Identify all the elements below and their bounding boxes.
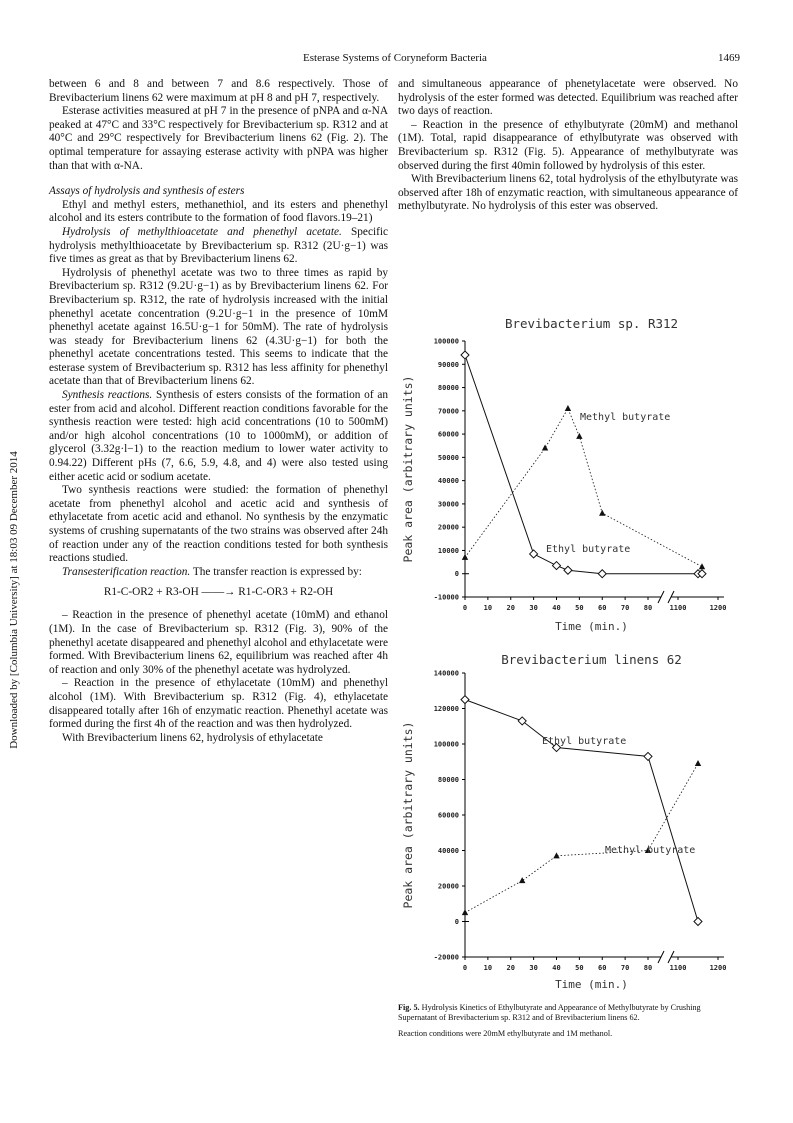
- x-tick-label: 50: [575, 964, 584, 972]
- data-point-diamond: [644, 752, 652, 760]
- paragraph: [49, 226, 388, 267]
- caption-conditions: Reaction conditions were 20mM ethylbutyrate and 1M methanol.: [398, 1029, 613, 1039]
- left-column: [49, 78, 388, 745]
- chart-linens62: [398, 652, 743, 997]
- data-point-diamond: [598, 570, 606, 578]
- paragraph: – Reaction in the presence of ethylbutyrate (20mM) and methanol (1M). Total, rapid disappearance of ethylbutyrate was observed with Brevibacterium sp. R312 (Fig. 5). Appearance of methylbutyrate was observed during the first 40min followed by hydrolysis of this ester.: [398, 118, 738, 172]
- y-axis-label: Peak area (arbitrary units): [401, 375, 415, 563]
- data-point-diamond: [461, 696, 469, 704]
- subheading: Synthesis reactions.: [62, 389, 153, 402]
- y-tick-label: 40000: [437, 847, 459, 855]
- section-heading: Assays of hydrolysis and synthesis of esters: [49, 185, 245, 198]
- y-tick-label: -10000: [433, 593, 459, 602]
- x-tick-label: 1200: [709, 964, 727, 972]
- x-tick-label: 70: [620, 604, 630, 612]
- y-tick-label: 80000: [437, 776, 459, 784]
- series-label: Ethyl butyrate: [546, 544, 631, 555]
- data-point-triangle: [599, 510, 605, 516]
- page-number: 1469: [718, 52, 740, 64]
- data-point-diamond: [564, 566, 572, 574]
- y-tick-label: 50000: [437, 453, 459, 462]
- paragraph-text: Synthesis of esters consists of the formation of an ester from acid and alcohol. Different reaction conditions favorable for the synthesis reaction were tested: high acid concentrations (10 to 500mM) and/or high alcohol concentrations (10 to 1000mM), or addition of glycerol (3.32g·l−1) to the reaction medium to lower water activity to 0.94.22) Different pHs (7, 6.6, 5.9, 4.8, and 4) were also tested using either acetic acid or sodium acetate.: [49, 389, 388, 483]
- x-tick-label: 30: [529, 964, 538, 972]
- paragraph-text: The transfer reaction is expressed by:: [192, 565, 362, 578]
- series-label: Methyl butyrate: [605, 845, 696, 856]
- y-tick-label: 100000: [433, 337, 459, 346]
- subheading: Transesterification reaction.: [62, 565, 191, 578]
- x-tick-label: 0: [462, 964, 468, 972]
- x-tick-label: 80: [643, 964, 653, 972]
- y-tick-label: 60000: [437, 430, 459, 439]
- data-point-diamond: [461, 351, 469, 359]
- paragraph: With Brevibacterium linens 62, hydrolysis of ethylacetate: [62, 731, 323, 744]
- y-tick-label: 70000: [437, 407, 459, 416]
- x-tick-label: 1200: [709, 604, 727, 612]
- y-tick-label: 60000: [437, 811, 459, 820]
- y-tick-label: 90000: [437, 360, 459, 369]
- paragraph: Ethyl and methyl esters, methanethiol, and its esters and phenethyl alcohol and its esters contribute to the formation of food flavors.19–21): [49, 198, 388, 225]
- x-tick-label: 20: [506, 604, 515, 612]
- y-tick-label: 20000: [437, 523, 459, 532]
- data-point-triangle: [565, 405, 571, 411]
- y-tick-label: 100000: [433, 740, 459, 749]
- data-point-diamond: [518, 717, 526, 725]
- series-label: Ethyl butyrate: [542, 736, 627, 747]
- data-point-triangle: [699, 563, 705, 569]
- series-label: Methyl butyrate: [580, 412, 671, 423]
- paragraph: [49, 566, 388, 580]
- paragraph: Two synthesis reactions were studied: the formation of phenethyl acetate from phenethyl alcohol and acetic acid and synthesis of ethylacetate from acetic acid and ethanol. No synthesis by the enzymatic systems of crushing supernatants of the two strains was observed after 24h of reaction under any of the reaction conditions tested for both synthesis reactions studied.: [49, 484, 388, 565]
- x-axis-label: Time (min.): [555, 978, 628, 991]
- paragraph: and simultaneous appearance of phenetylacetate were observed. No hydrolysis of the ester formed was detected. Equilibrium was reached after two days of reaction.: [398, 78, 738, 118]
- data-point-triangle: [553, 852, 559, 858]
- x-tick-label: 40: [552, 964, 561, 972]
- x-tick-label: 10: [483, 604, 493, 612]
- series-line: [465, 764, 698, 913]
- x-tick-label: 1100: [669, 964, 687, 972]
- data-point-triangle: [519, 877, 525, 883]
- paragraph-text: Specific hydrolysis methylthioacetate by Brevibacterium sp. R312 (2U·g−1) was five times as great as that by Brevibacterium linens 62.: [49, 225, 389, 266]
- running-title: Esterase Systems of Coryneform Bacteria: [303, 52, 487, 64]
- data-point-triangle: [462, 909, 468, 915]
- y-tick-label: 0: [454, 570, 459, 579]
- chart-title: Brevibacterium sp. R312: [504, 316, 679, 331]
- y-tick-label: -20000: [433, 953, 459, 962]
- y-tick-label: 0: [454, 918, 459, 926]
- y-axis-label: Peak area (arbitrary units): [401, 721, 415, 909]
- chart-r312: [398, 312, 743, 642]
- data-point-triangle: [542, 445, 548, 451]
- caption-text: Hydrolysis Kinetics of Ethylbutyrate and Appearance of Methylbutyrate by Crushing Supernatant of Brevibacterium sp. R312 and of Brevibacterium linens 62.: [398, 1003, 701, 1023]
- x-tick-label: 0: [462, 604, 468, 612]
- x-tick-label: 70: [620, 964, 630, 972]
- y-tick-label: 20000: [437, 882, 459, 891]
- data-point-diamond: [694, 918, 702, 926]
- paragraph: – Reaction in the presence of phenethyl acetate (10mM) and ethanol (1M). In the case of Brevibacterium sp. R312 (Fig. 3), 90% of the phenethyl acetate disappeared and phenethyl alcohol and ethylacetate were formed. With Brevibacterium linens 62, equilibrium was reached after 4h of reaction and only 30% of the phenethyl acetate was hydrolyzed.: [49, 609, 388, 676]
- subheading: Hydrolysis of methylthioacetate and phenethyl acetate.: [62, 225, 342, 238]
- data-point-triangle: [462, 554, 468, 560]
- x-tick-label: 30: [529, 604, 538, 612]
- paragraph: between 6 and 8 and between 7 and 8.6 respectively. Those of Brevibacterium linens 62 were maximum at pH 8 and pH 7, respectively.: [49, 78, 388, 104]
- figure-caption: [398, 1003, 738, 1040]
- download-watermark-text: Downloaded by [Columbia University] at 18:03 09 December 2014: [8, 451, 20, 749]
- series-line: [465, 355, 702, 574]
- paragraph: With Brevibacterium linens 62, total hydrolysis of the ethylbutyrate was observed after 18h of enzymatic reaction, with simultaneous appearance of methylbutyrate. No hydrolysis of this ester was observed.: [398, 173, 738, 213]
- series-line: [465, 409, 702, 567]
- paragraph: – Reaction in the presence of ethylacetate (10mM) and phenethyl alcohol (1M). With Brevibacterium sp. R312 (Fig. 4), ethylacetate disappeared totally after 16h of enzymatic reaction. Phenethyl acetate was formed during the first 4h of the reaction and was then hydrolyzed.: [49, 677, 388, 731]
- y-tick-label: 120000: [433, 705, 459, 713]
- x-tick-label: 10: [483, 964, 493, 972]
- y-tick-label: 40000: [437, 477, 459, 486]
- data-point-triangle: [576, 433, 582, 439]
- series-line: [465, 700, 698, 922]
- caption-label: Fig. 5.: [398, 1003, 420, 1012]
- y-tick-label: 80000: [437, 384, 459, 393]
- data-point-diamond: [553, 562, 561, 570]
- chart-title: Brevibacterium linens 62: [501, 652, 682, 667]
- data-point-triangle: [695, 760, 701, 766]
- x-tick-label: 50: [575, 604, 584, 612]
- x-tick-label: 40: [552, 604, 561, 612]
- paragraph: [49, 389, 388, 484]
- right-column: [398, 78, 738, 214]
- data-point-diamond: [530, 550, 538, 558]
- x-tick-label: 60: [598, 604, 607, 612]
- x-tick-label: 80: [643, 604, 653, 612]
- x-tick-label: 1100: [669, 604, 687, 612]
- x-tick-label: 60: [598, 964, 607, 972]
- x-axis-label: Time (min.): [555, 620, 628, 633]
- paragraph: Hydrolysis of phenethyl acetate was two to three times as rapid by Brevibacterium sp. R312 (9.2U·g−1) as by Brevibacterium linens 62. For Brevibacterium sp. R312, the rate of hydrolysis increased with the initial phenethyl acetate concentration (9.2U·g−1 in the presence of 10mM phenethyl acetate against 16.5U·g−1 for 50mM). The rate of hydrolysis was steady for Brevibacterium linens 62 (4.3U·g−1) for both the phenethyl acetate concentrations tested. This seems to indicate that the esterase system of Brevibacterium sp. R312 has less affinity for phenethyl acetate than that of Brevibacterium linens 62.: [49, 266, 388, 388]
- running-header: [50, 52, 740, 68]
- download-watermark: [4, 210, 24, 990]
- y-tick-label: 140000: [433, 669, 459, 678]
- y-tick-label: 30000: [437, 500, 459, 509]
- y-tick-label: 10000: [437, 546, 459, 555]
- x-tick-label: 20: [506, 964, 515, 972]
- paragraph: Esterase activities measured at pH 7 in the presence of pNPA and α-NA peaked at 47°C and 33°C respectively for Brevibacterium sp. R312 and at 40°C and 29°C respectively for Brevibacterium linens 62 (Fig. 2). The optimal temperature for assaying esterase activity with pNPA was higher than that with α-NA.: [49, 105, 388, 172]
- transesterification-equation: R1-C-OR2 + R3-OH ——→ R1-C-OR3 + R2-OH: [103, 586, 334, 599]
